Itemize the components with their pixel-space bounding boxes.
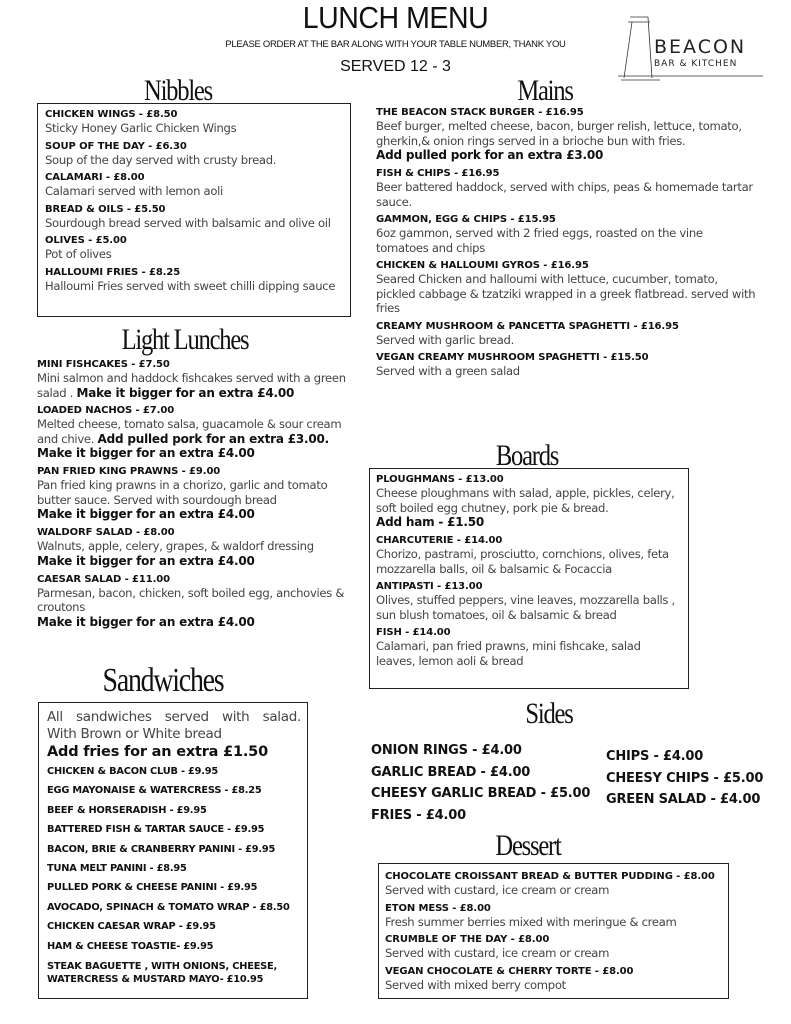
item-description-text: Seared Chicken and halloumi with lettuce, cucumber, tomato, pickled cabbage & tzatziki wrapped in a greek flatbread. served with fries (376, 272, 756, 315)
item-description (376, 364, 756, 379)
item-name: ANTIPASTI - £13.00 (376, 581, 483, 592)
side-item: CHIPS - £4.00 (606, 749, 704, 764)
item-description (385, 978, 722, 993)
item-description-text: Served with custard, ice cream or cream (385, 883, 610, 897)
sandwiches-list (47, 762, 301, 986)
item-description-text: Calamari, pan fried prawns, mini fishcake, salad leaves, lemon aoli & bread (376, 639, 641, 668)
menu-item (385, 965, 722, 993)
menu-item (376, 580, 682, 622)
menu-item (376, 320, 756, 348)
item-description-text: Served with garlic bread. (376, 332, 514, 347)
item-name: CREAMY MUSHROOM & PANCETTA SPAGHETTI - £16.95 (376, 320, 679, 332)
item-description (37, 586, 357, 615)
item-description-text: Melted cheese, tomato salsa, guacamole & sour cream and chive. (37, 417, 342, 446)
item-description-text: Served with mixed berry compot (385, 977, 566, 992)
item-name: LOADED NACHOS - £7.00 (37, 405, 175, 416)
item-name: THE BEACON STACK BURGER - £16.95 (376, 107, 584, 118)
item-description-text: Olives, stuffed peppers, vine leaves, mozzarella balls , sun blush tomatoes, oil & balsamic & bread (376, 593, 675, 622)
item-description-text: Walnuts, apple, celery, grapes, & waldorf dressing (37, 539, 314, 553)
item-description-text: Cheese ploughmans with salad, apple, pickles, celery, soft boiled egg chutney, pork pie & bread. (376, 486, 675, 515)
item-description (376, 639, 682, 668)
nibbles-box (37, 103, 351, 317)
sandwich-item: CHICKEN CAESAR WRAP - £9.95 (47, 921, 216, 933)
sandwiches-heading: Sandwiches (102, 662, 224, 699)
item-extra: Add pulled pork for an extra £3.00 (376, 148, 604, 162)
menu-item (45, 234, 344, 262)
item-name: FISH - £14.00 (376, 627, 451, 638)
item-description-text: Chorizo, pastrami, prosciutto, cornchions, olives, feta mozzarella balls, oil & balsamic & Focaccia (376, 547, 669, 576)
item-name: OLIVES - £5.00 (45, 235, 127, 246)
item-name: HALLOUMI FRIES - £8.25 (45, 266, 181, 278)
item-description-text: Mini salmon and haddock fishcakes served with a green salad . (37, 371, 346, 400)
item-name: VEGAN CHOCOLATE & CHERRY TORTE - £8.00 (385, 965, 634, 977)
item-extra: Add ham - £1.50 (376, 515, 485, 529)
sandwich-item: STEAK BAGUETTE , WITH ONIONS, CHEESE, WATERCRESS & MUSTARD MAYO- £10.95 (47, 961, 278, 986)
item-description-text: 6oz gammon, served with 2 fried eggs, roasted on the vine tomatoes and chips (376, 226, 703, 255)
item-description (37, 478, 357, 507)
menu-item (376, 106, 756, 163)
item-name: CAESAR SALAD - £11.00 (37, 573, 170, 585)
item-description-text: Halloumi Fries served with sweet chilli dipping sauce (45, 278, 336, 293)
side-item: GREEN SALAD - £4.00 (606, 792, 761, 807)
item-description (45, 184, 344, 199)
sandwiches-bread: With Brown or White bread (47, 726, 222, 742)
item-description-text: Beer battered haddock, served with chips, peas & homemade tartar sauce. (376, 180, 753, 209)
menu-item (376, 351, 756, 379)
item-extra: Add pulled pork for an extra £3.00. (97, 431, 330, 446)
item-description-text: Served with custard, ice cream or cream (385, 946, 610, 960)
light-lunches-list (37, 358, 357, 634)
menu-item (376, 167, 756, 209)
sandwich-item: TUNA MELT PANINI - £8.95 (47, 863, 187, 875)
item-description (385, 946, 722, 961)
serving-hours: SERVED 12 - 3 (340, 58, 451, 75)
logo-tagline: BAR & KITCHEN (654, 59, 738, 69)
item-name: CHICKEN WINGS - £8.50 (45, 109, 178, 120)
side-item: CHEESY GARLIC BREAD - £5.00 (371, 786, 591, 801)
light-lunches-heading: Light Lunches (121, 323, 249, 356)
item-description (385, 915, 722, 930)
item-name: WALDORF SALAD - £8.00 (37, 527, 175, 538)
menu-item (376, 473, 682, 530)
menu-item (37, 465, 357, 522)
menu-item (37, 404, 357, 461)
sides-right-list (606, 746, 763, 811)
item-extra: Make it bigger for an extra £4.00 (37, 446, 255, 460)
menu-title: LUNCH MENU (302, 0, 489, 35)
item-description (376, 226, 756, 255)
mains-heading: Mains (517, 74, 573, 107)
sandwich-item: BEEF & HORSERADISH - £9.95 (47, 804, 207, 816)
item-name: CHARCUTERIE - £14.00 (376, 535, 503, 546)
menu-item (45, 203, 344, 231)
item-name: CHICKEN & HALLOUMI GYROS - £16.95 (376, 260, 589, 271)
item-description-text: Soup of the day served with crusty bread. (45, 152, 277, 167)
sandwich-item: EGG MAYONAISE & WATERCRESS - £8.25 (47, 785, 262, 797)
sandwiches-fries-extra: Add fries for an extra £1.50 (47, 744, 268, 760)
item-name: CRUMBLE OF THE DAY - £8.00 (385, 934, 550, 945)
item-description-text: Fresh summer berries mixed with meringue & cream (385, 914, 677, 929)
item-description-text: Pot of olives (45, 247, 112, 261)
sandwich-item: HAM & CHEESE TOASTIE- £9.95 (47, 940, 214, 952)
sandwiches-box (38, 702, 308, 999)
item-description (45, 216, 344, 231)
item-name: CALAMARI - £8.00 (45, 172, 145, 183)
item-description (45, 279, 344, 294)
sides-left-list (371, 740, 590, 826)
item-description-text: Beef burger, melted cheese, bacon, burger relish, lettuce, tomato, gherkin,& onion rings served in a brioche bun with fries. (376, 119, 742, 148)
item-description (45, 247, 344, 262)
beacon-logo (618, 14, 768, 84)
item-description-text: Pan fried king prawns in a chorizo, garlic and tomato butter sauce. Served with sourdough bread (37, 478, 328, 507)
item-extra: Make it bigger for an extra £4.00 (37, 507, 255, 521)
sandwich-item: BATTERED FISH & TARTAR SAUCE - £9.95 (47, 824, 265, 836)
mains-list (376, 106, 756, 383)
menu-item (37, 358, 357, 400)
item-name: SOUP OF THE DAY - £6.30 (45, 140, 187, 152)
item-name: PLOUGHMANS - £13.00 (376, 474, 504, 485)
item-description (37, 371, 357, 400)
item-description-text: Calamari served with lemon aoli (45, 184, 223, 198)
item-description (385, 883, 722, 898)
item-extra: Make it bigger for an extra £4.00 (37, 553, 255, 568)
boards-heading: Boards (495, 439, 559, 472)
item-description (37, 539, 357, 554)
menu-item (37, 526, 357, 569)
item-extra: Make it bigger for an extra £4.00 (76, 385, 295, 400)
item-name: PAN FRIED KING PRAWNS - £9.00 (37, 466, 221, 477)
item-description (376, 547, 682, 576)
logo-name: BEACON (654, 36, 747, 58)
item-description (37, 417, 357, 446)
item-name: BREAD & OILS - £5.50 (45, 203, 166, 215)
sides-heading: Sides (525, 697, 573, 730)
sandwich-item: PULLED PORK & CHEESE PANINI - £9.95 (47, 882, 258, 894)
menu-item (45, 266, 344, 294)
side-item: ONION RINGS - £4.00 (371, 743, 522, 758)
item-description (376, 486, 682, 515)
nibbles-heading: Nibbles (144, 74, 212, 107)
menu-item (385, 902, 722, 930)
item-description (45, 121, 344, 136)
menu-item (45, 171, 344, 199)
item-description (376, 593, 682, 622)
dessert-box (378, 863, 729, 999)
item-description (376, 333, 756, 348)
sandwich-item: CHICKEN & BACON CLUB - £9.95 (47, 766, 219, 777)
side-item: FRIES - £4.00 (371, 807, 466, 823)
dessert-heading: Dessert (495, 829, 561, 862)
item-description-text: Sticky Honey Garlic Chicken Wings (45, 121, 237, 135)
item-description-text: Parmesan, bacon, chicken, soft boiled egg, anchovies & croutons (37, 585, 345, 614)
item-description (376, 119, 756, 148)
sandwiches-intro: All sandwiches served with salad. (47, 709, 301, 725)
side-item: CHEESY CHIPS - £5.00 (606, 770, 764, 786)
item-name: ETON MESS - £8.00 (385, 902, 491, 914)
menu-item (376, 259, 756, 316)
boards-box (369, 468, 689, 689)
sandwich-item: BACON, BRIE & CRANBERRY PANINI - £9.95 (47, 843, 276, 855)
menu-item (376, 534, 682, 576)
item-description (376, 272, 756, 316)
item-name: MINI FISHCAKES - £7.50 (37, 359, 170, 370)
menu-item (385, 933, 722, 961)
item-description-text: Sourdough bread served with balsamic and olive oil (45, 215, 331, 230)
item-extra: Make it bigger for an extra £4.00 (37, 614, 255, 629)
item-description-text: Served with a green salad (376, 364, 520, 378)
menu-item (376, 626, 682, 668)
menu-item (45, 108, 344, 136)
menu-item (37, 573, 357, 630)
menu-item (376, 213, 756, 255)
item-description (45, 153, 344, 168)
item-description (376, 180, 756, 209)
item-name: FISH & CHIPS - £16.95 (376, 168, 500, 179)
item-name: VEGAN CREAMY MUSHROOM SPAGHETTI - £15.50 (376, 352, 649, 363)
menu-item (385, 870, 722, 898)
menu-item (45, 140, 344, 168)
side-item: GARLIC BREAD - £4.00 (371, 764, 531, 780)
order-instructions: PLEASE ORDER AT THE BAR ALONG WITH YOUR TABLE NUMBER, THANK YOU (225, 39, 566, 50)
item-name: CHOCOLATE CROISSANT BREAD & BUTTER PUDDING - £8.00 (385, 871, 715, 882)
sandwich-item: AVOCADO, SPINACH & TOMATO WRAP - £8.50 (47, 901, 290, 913)
item-name: GAMMON, EGG & CHIPS - £15.95 (376, 214, 556, 225)
